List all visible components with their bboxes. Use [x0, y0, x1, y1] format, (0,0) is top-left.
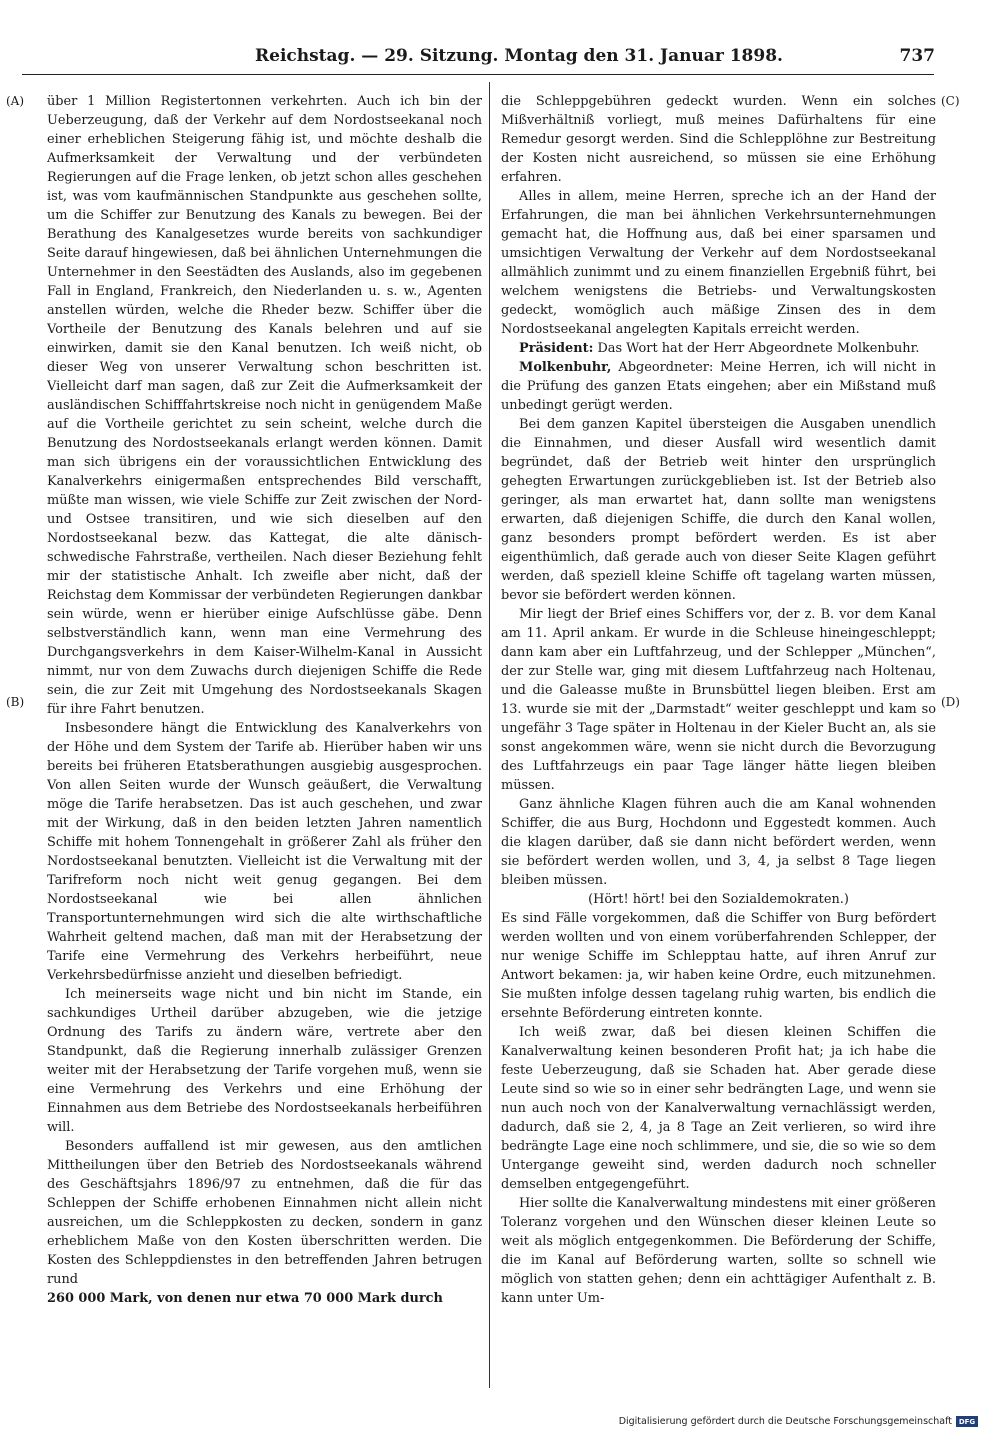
page-number: 737	[899, 46, 935, 66]
margin-marker-b: (B)	[6, 695, 25, 709]
speech-text: Das Wort hat der Herr Abgeordnete Molkenbuhr.	[593, 341, 920, 356]
margin-marker-c: (C)	[941, 94, 960, 108]
paragraph: Alles in allem, meine Herren, spreche ich an der Hand der Erfahrungen, die man bei ähnlichen Verkehrsunternehmungen gemacht hat, die Hoffnung aus, daß bei einer sparsamen und umsichtigen Verwaltung der Verkehr auf dem Nordostseekanal allmählich zunimmt und zu einem finanziellen Ergebniß führt, bei welchem wenigstens die Betriebs- und Verwaltungskosten gedeckt, womöglich auch mäßige Zinsen des in dem Nordostseekanal angelegten Kapitals erreicht werden.	[501, 189, 936, 337]
credit-text: Digitalisierung gefördert durch die Deutsche Forschungsgemeinschaft	[618, 1416, 952, 1427]
speaker-paragraph	[501, 358, 936, 415]
paragraph: Insbesondere hängt die Entwicklung des Kanalverkehrs von der Höhe und dem System der Tarife ab. Hierüber haben wir uns bereits bei früheren Etatsberathungen ausgiebig ausgesprochen. Von allen Seiten wurde der Wunsch geäußert, die Verwaltung möge die Tarife herabsetzen. Das ist auch geschehen, und zwar mit der Wirkung, daß in den beiden letzten Jahren namentlich Schiffe mit hohem Tonnengehalt in größerer Zahl als früher den Nordostseekanal benutzten. Vielleicht ist die Verwaltung mit der Tarifreform noch nicht weit genug gegangen. Bei dem Nordostseekanal wie bei allen ähnlichen Transportunternehmungen wird sich die alte wirthschaftliche Wahrheit geltend machen, daß man mit der Herabsetzung der Tarife eine Vermehrung des Verkehrs herbeiführt, neue Verkehrsbedürfnisse anzieht und dieselben befriedigt.	[47, 721, 482, 983]
paragraph: Ich weiß zwar, daß bei diesen kleinen Schiffen die Kanalverwaltung keinen besonderen Profit hat; ja ich habe die feste Ueberzeugung, daß sie Schaden hat. Aber gerade diese Leute sind so wie so in einer sehr bedrängten Lage, und wenn sie nun auch noch von der Kanalverwaltung vernachlässigt werden, dadurch, daß sie 2, 4, ja 8 Tage an Zeit verlieren, so wird ihre bedrängte Lage eine noch schlimmere, und sie, die so wie so dem Untergange geweiht sind, werden dadurch noch schneller demselben entgegengeführt.	[501, 1025, 936, 1192]
interjection: (Hört! hört! bei den Sozialdemokraten.)	[588, 892, 849, 907]
running-header	[255, 46, 935, 70]
paragraph: Bei dem ganzen Kapitel übersteigen die Ausgaben unendlich die Einnahmen, und dieser Ausfall wird wesentlich damit begründet, daß der Betrieb weit hinter den ursprünglich gehegten Erwartungen zurückgeblieben ist. Ist der Betrieb also geringer, als man erwartet hat, dann sollte man wenigstens erwarten, daß diejenigen Schiffe, die durch den Kanal wollen, ganz besonders prompt befördert werden. Es ist aber eigenthümlich, daß gerade auch von dieser Seite Klagen geführt werden, daß speziell kleine Schiffe oft tagelang warten müssen, bevor sie befördert werden können.	[501, 417, 936, 603]
speaker-name: Präsident:	[519, 341, 594, 356]
dfg-logo-icon: DFG	[956, 1416, 978, 1427]
paragraph: Mir liegt der Brief eines Schiffers vor, der z. B. vor dem Kanal am 11. April ankam. Er wurde in die Schleuse hineingeschleppt; dann kam aber ein Luftfahrzeug, und der Schlepper „München“, der zur Stelle war, ging mit diesem Luftfahrzeug nach Holtenau, und die Galeasse mußte in Brunsbüttel liegen bleiben. Erst am 13. wurde sie mit der „Darmstadt“ weiter geschleppt und kam so ungefähr 3 Tage später in Holtenau in der Kieler Bucht an, als sie sonst angekommen wäre, wenn sie nicht durch die Bevorzugung des Luftfahrzeugs ein paar Tage länger hätte liegen bleiben müssen.	[501, 607, 936, 793]
left-column	[47, 92, 482, 1392]
right-column	[501, 92, 936, 1392]
column-divider	[489, 82, 490, 1388]
paragraph: Es sind Fälle vorgekommen, daß die Schiffer von Burg befördert werden wollten und von einem vorüberfahrenden Schlepper, der nur wenige Schiffe im Schlepptau hatte, auf ihren Anruf zur Antwort bekamen: ja, wir haben keine Ordre, euch mitzunehmen. Sie mußten infolge dessen tagelang ruhig warten, bis endlich die ersehnte Beförderung eintreten konnte.	[501, 911, 936, 1021]
paragraph: die Schleppgebühren gedeckt wurden. Wenn ein solches Mißverhältniß vorliegt, muß meines Dafürhaltens für eine Remedur gesorgt werden. Sind die Schlepplöhne zur Bestreitung der Kosten nicht ausreichend, so müssen sie eine Erhöhung erfahren.	[501, 94, 936, 185]
paragraph: Besonders auffallend ist mir gewesen, aus den amtlichen Mittheilungen über den Betrieb des Nordostseekanals während des Geschäftsjahrs 1896/97 zu entnehmen, daß die für das Schleppen der Schiffe erhobenen Einnahmen nicht allein nicht ausreichen, um die Schleppkosten zu decken, sondern in ganz erheblichem Maße von den Kosten überschritten werden. Die Kosten des Schleppdienstes in den betreffenden Jahren betrugen rund	[47, 1139, 482, 1287]
header-rule	[22, 74, 934, 75]
paragraph: Hier sollte die Kanalverwaltung mindestens mit einer größeren Toleranz vorgehen und den Wünschen dieser kleinen Leute so weit als möglich entgegenkommen. Die Beförderung der Schiffe, die im Kanal auf Beförderung warten, sollte so schnell wie möglich von statten gehen; denn ein achttägiger Aufenthalt z. B. kann unter Um-	[501, 1196, 936, 1306]
paragraph-bold-line: 260 000 Mark, von denen nur etwa 70 000 Mark durch	[47, 1291, 443, 1306]
paragraph: Ich meinerseits wage nicht und bin nicht im Stande, ein sachkundiges Urtheil darüber abzugeben, wie die jetzige Ordnung des Tarifs zu ändern wäre, vertrete aber den Standpunkt, daß die Regierung innerhalb zulässiger Grenzen weiter mit der Herabsetzung der Tarife vorgehen muß, wenn sie eine Vermehrung des Verkehrs und eine Erhöhung der Einnahmen aus dem Betriebe des Nordostseekanals herbeiführen will.	[47, 987, 482, 1135]
paragraph: Ganz ähnliche Klagen führen auch die am Kanal wohnenden Schiffer, die aus Burg, Hochdonn und Eggestedt kommen. Auch die klagen darüber, daß sie dann nicht befördert werden, wenn sie befördert werden wollen, und 3, 4, ja selbst 8 Tage liegen bleiben müssen.	[501, 797, 936, 888]
speech-text: Abgeordneter: Meine Herren, ich will nicht in die Prüfung des ganzen Etats eingehen; aber ein Mißstand muß unbedingt gerügt werden.	[501, 360, 936, 413]
margin-marker-d: (D)	[941, 695, 960, 709]
speaker-name: Molkenbuhr,	[519, 360, 612, 375]
digitization-credit	[619, 1416, 978, 1427]
margin-marker-a: (A)	[6, 94, 25, 108]
speaker-paragraph	[501, 339, 936, 358]
paragraph: über 1 Million Registertonnen verkehrten. Auch ich bin der Ueberzeugung, daß der Verkehr auf dem Nordostseekanal noch einer erheblichen Steigerung fähig ist, und möchte deshalb die Aufmerksamkeit der Verwaltung und der verbündeten Regierungen auf die Frage lenken, ob jetzt schon alles geschehen ist, was vom kaufmännischen Standpunkte aus geschehen sollte, um die Schiffer zur Benutzung des Kanals zu bewegen. Bei der Berathung des Kanalgesetzes wurde bereits von sachkundiger Seite darauf hingewiesen, daß bei ähnlichen Unternehmungen die Unternehmer in den Seestädten des Auslands, also im gegebenen Fall in England, Frankreich, den Niederlanden u. s. w., Agenten anstellen würden, welche die Rheder bezw. Schiffer über die Vortheile der Benutzung des Kanals belehren und auf sie einwirken, damit sie den Kanal benutzen. Ich weiß nicht, ob dieser Weg von unserer Verwaltung schon beschritten ist. Vielleicht darf man sagen, daß zur Zeit die Aufmerksamkeit der ausländischen Schifffahrtskreise noch nicht in genügendem Maße auf die Vortheile gerichtet zu sein scheint, welche durch die Benutzung des Nordostseekanals erlangt werden können. Damit man sich übrigens ein der voraussichtlichen Entwicklung des Kanalverkehrs einigermaßen entsprechendes Bild verschafft, müßte man wissen, wie viele Schiffe zur Zeit zwischen der Nord- und Ostsee transitiren, und wie sich dieselben auf den Nordostseekanal bezw. das Kattegat, die alte dänisch-schwedische Fahrstraße, vertheilen. Nach dieser Beziehung fehlt mir der statistische Anhalt. Ich zweifle aber nicht, daß der Reichstag dem Kommissar der verbündeten Regierungen dankbar sein würde, wenn er hierüber einige Aufschlüsse gäbe. Denn selbstverständlich kann, wenn man eine Vermehrung des Durchgangsverkehrs in dem Kaiser-Wilhelm-Kanal in Aussicht nimmt, nur von dem Zuwachs durch diejenigen Schiffe die Rede sein, die zur Zeit mit Umgehung des Nordostseekanals Skagen für ihre Fahrt benutzen.	[47, 94, 482, 717]
page-title: Reichstag. — 29. Sitzung. Montag den 31. Januar 1898.	[255, 46, 783, 66]
